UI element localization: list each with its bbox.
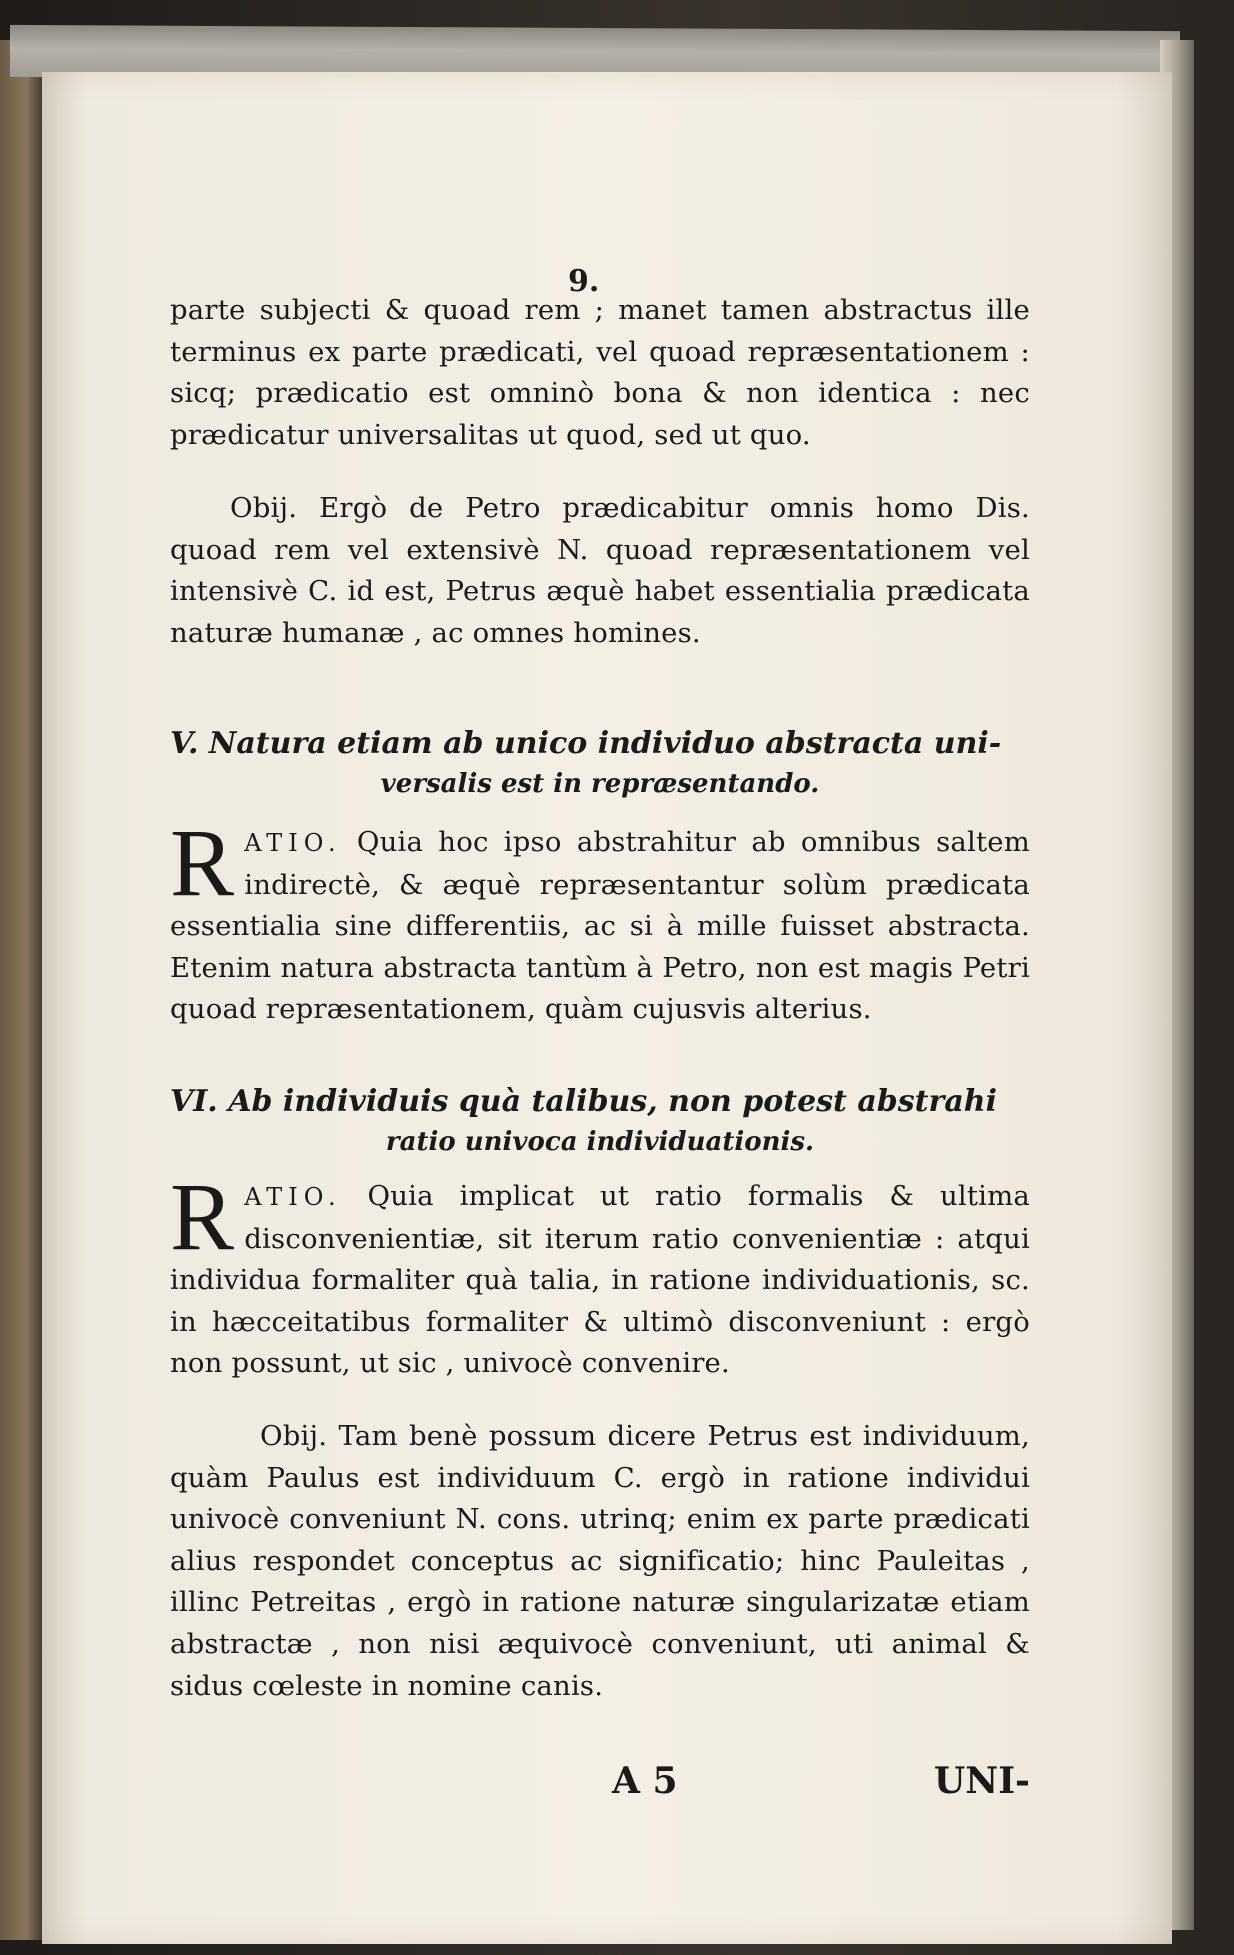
- drop-cap: R: [170, 1163, 235, 1270]
- catchword: UNI-: [933, 1760, 1030, 1802]
- ratio-label: ATIO.: [244, 1183, 342, 1211]
- left-page-edge: [0, 40, 44, 1940]
- section-heading-v-line1: V. Natura etiam ab unico individuo abstracta uni-: [170, 726, 1002, 761]
- paragraph-1: parte subjecti & quoad rem ; manet tamen abstractus ille terminus ex parte prædicati, vel quoad repræsentationem : sicq; prædicatio est omninò bona & non identica : nec prædicatur universalitas ut quod, sed ut quo.: [170, 294, 1030, 451]
- paragraph-objection-1: Obij. Ergò de Petro prædicabitur omnis homo Dis. quoad rem vel extensivè N. quoad repræsentationem vel intensivè C. id est, Petrus æquè habet essentialia prædicata naturæ humanæ , ac omnes homines.: [170, 492, 1030, 649]
- drop-cap: R: [170, 809, 235, 916]
- section-heading-vi: [170, 1082, 1030, 1162]
- page-footer: [170, 1760, 1030, 1810]
- ratio-label: ATIO.: [244, 829, 342, 857]
- page-number: 9.: [568, 264, 600, 299]
- section-heading-vi-line2: ratio univoca individuationis.: [385, 1127, 815, 1157]
- section-heading-v: [170, 724, 1030, 804]
- ratio-text: Quia hoc ipso abstrahitur ab omnibus saltem indirectè, & æquè repræsentantur solùm prædicata essentialia sine differentiis, ac si à mille fuisset abstracta. Etenim natura abstracta tantùm à Petro, non est magis Petri quoad repræsentationem, quàm cujusvis alterius.: [170, 826, 1030, 1026]
- section-heading-vi-line1: VI. Ab individuis quà talibus, non potest abstrahi: [170, 1084, 997, 1119]
- section-heading-v-line2: versalis est in repræsentando.: [380, 769, 820, 799]
- book-page: [42, 72, 1172, 1944]
- ratio-text: Quia implicat ut ratio formalis & ultima disconvenientiæ, sit iterum ratio convenientiæ : atqui individua formaliter quà talia, in ratione individuationis, sc. in hæcceitatibus formaliter & ultimò disconveniunt : ergò non possunt, ut sic , univocè convenire.: [170, 1180, 1030, 1380]
- paragraph-objection-2: Obij. Tam benè possum dicere Petrus est individuum, quàm Paulus est individuum C. ergò in ratione individui univocè conveniunt N. cons. utrinq; enim ex parte prædicati alius respondet conceptus ac significatio; hinc Pauleitas , illinc Petreitas , ergò in ratione naturæ singularizatæ etiam abstractæ , non nisi æquivocè conveniunt, uti animal & sidus cœleste in nomine canis.: [170, 1420, 1030, 1702]
- paragraph-ratio-v: [170, 809, 1030, 1031]
- paragraph-ratio-vi: [170, 1163, 1030, 1385]
- signature-mark: A 5: [612, 1760, 678, 1802]
